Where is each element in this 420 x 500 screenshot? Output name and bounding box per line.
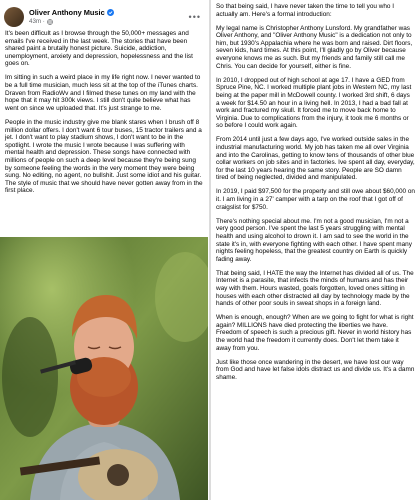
more-options-button[interactable]: ••• (188, 11, 201, 22)
post-paragraph: In 2019, I paid $97,500 for the property and still owe about $60,000 on it. I am living in a 27' camper with a tarp on the roof that I got off of craigslist for $750. (216, 188, 415, 211)
post-paragraph: That being said, I HATE the way the Internet has divided all of us. The Internet is a parasite, that infects the minds of humans and has their way with them. Hours wasted, goals forgotten, loved ones sitting in houses with each other distracted all day by technology made by the hands of other poor souls in sweat shops in a foreign land. (216, 269, 414, 308)
post-paragraph: So that being said, I have never taken the time to tell you who I actually am. Here's a formal introduction: (216, 3, 394, 18)
avatar[interactable] (4, 7, 24, 27)
post-header: Oliver Anthony Music 43m · ••• (0, 0, 208, 30)
post-paragraph: People in the music industry give me blank stares when I brush off 8 million dollar offers. I don't want 6 tour buses, 15 tractor trailers and a jet. I don't want to play stadium shows, I don't want to be in the spotlight. I wrote the music I wrote because I was suffering with mental health and depression. These songs have connected with millions of people on such a deep level because they're being sung by someone feeling the words in the very moment they were being sung. No editing, no agent, no bullshit. Just some idiot and his guitar. The style of music that we should have never gotten away from in the first place. (5, 118, 203, 195)
globe-icon (47, 19, 53, 25)
author-name[interactable]: Oliver Anthony Music (29, 8, 105, 17)
post-paragraph: From 2014 until just a few days ago, I've worked outside sales in the industrial manufacturing world. My job has taken me all over Virginia and into the Carolinas, getting to know tens of thousands of other blue collar workers on job sites and in factories. Ive spent all day, everyday, for the last 10 years hearing the same story. People are SO damn tired of being neglected, divided and manipulated. (216, 136, 415, 182)
post-paragraph: It's been difficult as I browse through the 50,000+ messages and emails I've received in the last week. The stories that have been shared paint a brutally honest picture. Suicide, addiction, unemployment, anxiety and depression, hopelessness and the list goes on. (5, 30, 193, 68)
post-photo[interactable] (0, 237, 208, 500)
right-column (212, 0, 420, 500)
column-divider (209, 0, 211, 500)
post-paragraph: There's nothing special about me. I'm not a good musician, I'm not a very good person. I've spent the last 5 years struggling with mental health and using alcohol to drown it. I am sad to see the world in the state it's in, with everyone fighting with each other. I have spent many nights feeling hopeless, that the greatest country on Earth is quickly fading away. (216, 217, 412, 263)
left-column (0, 0, 208, 500)
post-paragraph: My legal name is Christopher Anthony Lunsford. My grandfather was Oliver Anthony, and "Oliver Anthony Music" is a dedication not only to him, but 1930's Appalachia where he was born and raised. Dirt floors, seven kids, hard times. At this point, I'll gladly go by Oliver because everyone knows me as such. But my friends and family still call me Chris. You can decide for yourself, either is fine. (216, 24, 413, 70)
musician-photo-image (0, 237, 208, 500)
post-paragraph: In 2010, I dropped out of high school at age 17. I have a GED from Spruce Pine, NC. I worked multiple plant jobs in Western NC, my last being at the paper mill in McDowell county. I worked 3rd shift, 6 days a week for $14.50 an hour in a living hell. In 2013, I had a bad fall at work and fractured my skull. It forced me to move back home to Virginia. Due to complications from the injury, it took me 6 months or so before I could work again. (216, 76, 412, 130)
post-time[interactable]: 43m (29, 18, 42, 25)
post-paragraph: When is enough, enough? When are we going to fight for what is right again? MILLIONS have died protecting the liberties we have. Freedom of speech is such a precious gift. Never in world history has the world had the freedom it currently does. Don't let them take it away from you. (216, 314, 414, 352)
post-paragraph: Just like those once wandering in the desert, we have lost our way from God and have let false idols distract us and divide us. It's a damn shame. (216, 358, 415, 381)
verified-badge-icon (107, 9, 114, 16)
post-paragraph: Im sitting in such a weird place in my life right now. I never wanted to be a full time musician, much less sit at the top of the iTunes charts. Draven from RadioWv and I filmed these tunes on my land with the hope that it may hit 300k views. I still don't quite believe what has went on since we uploaded that. It's just strange to me. (5, 74, 201, 112)
